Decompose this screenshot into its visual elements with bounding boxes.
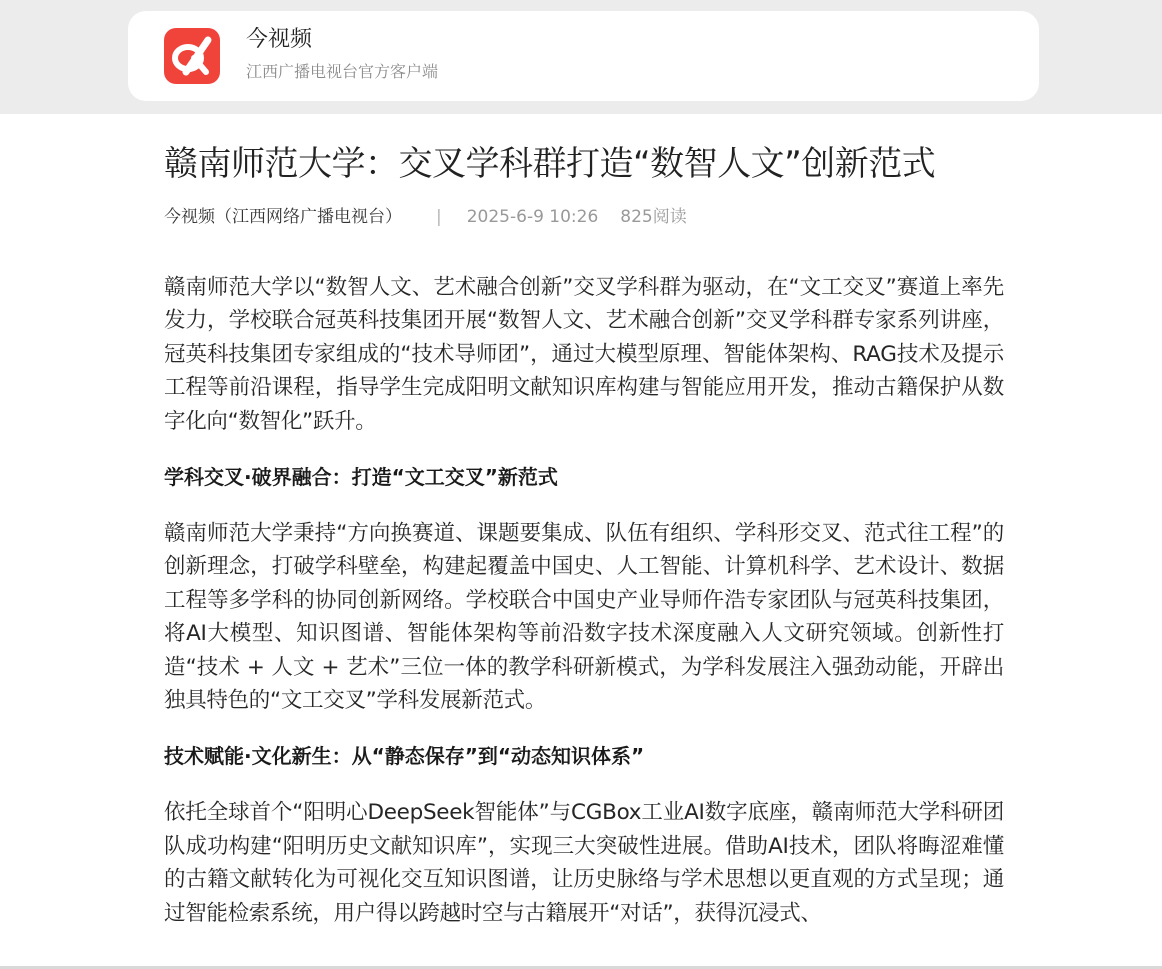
article-paragraph: 依托全球首个“阳明心DeepSeek智能体”与CGBox工业AI数字底座，赣南师范大学科研团队成功构建“阳明历史文献知识库”，实现三大突破性进展。借助AI技术，团队将晦涩难懂的古籍文献转化为可视化交互知识图谱，让历史脉络与学术思想以更直观的方式呈现；通过智能检索系统，用户得以跨越时空与古籍展开“对话”，获得沉浸式、	[164, 800, 1004, 926]
article-body	[164, 271, 1004, 930]
app-name: 今视频	[246, 27, 313, 52]
article-paragraph: 赣南师范大学以“数智人文、艺术融合创新”交叉学科群为驱动，在“文工交叉”赛道上率先发力，学校联合冠英科技集团开展“数智人文、艺术融合创新”交叉学科群专家系列讲座，冠英科技集团专家组成的“技术导师团”，通过大模型原理、智能体架构、RAG技术及提示工程等前沿课程，指导学生完成阳明文献知识库构建与智能应用开发，推动古籍保护从数字化向“数智化”跃升。	[164, 275, 1004, 434]
app-banner	[0, 0, 1162, 114]
article-paragraph: 赣南师范大学秉持“方向换赛道、课题要集成、队伍有组织、学科形交叉、范式往工程”的创新理念，打破学科壁垒，构建起覆盖中国史、人工智能、计算机科学、艺术设计、数据工程等多学科的协同创新网络。学校联合中国史产业导师仵浩专家团队与冠英科技集团，将AI大模型、知识图谱、智能体架构等前沿数字技术深度融入人文研究领域。创新性打造“技术 + 人文 + 艺术”三位一体的教学科研新模式，为学科发展注入强劲动能，开辟出独具特色的“文工交叉”学科发展新范式。	[164, 521, 1004, 714]
section-heading: 技术赋能·文化新生：从“静态保存”到“动态知识体系”	[164, 744, 645, 769]
read-count: 825阅读	[620, 207, 687, 227]
meta-separator: |	[436, 207, 442, 227]
article-source[interactable]: 今视频（江西网络广播电视台）	[164, 207, 402, 227]
publish-time: 2025-6-9 10:26	[466, 207, 599, 227]
app-download-card[interactable]	[128, 11, 1039, 101]
section-heading: 学科交叉·破界融合：打造“文工交叉”新范式	[164, 465, 558, 490]
article-title: 赣南师范大学：交叉学科群打造“数智人文”创新范式	[164, 144, 936, 184]
app-logo-icon[interactable]	[164, 28, 220, 84]
app-subtitle: 江西广播电视台官方客户端	[246, 62, 439, 81]
article-meta	[164, 205, 1004, 229]
article	[164, 140, 1004, 954]
